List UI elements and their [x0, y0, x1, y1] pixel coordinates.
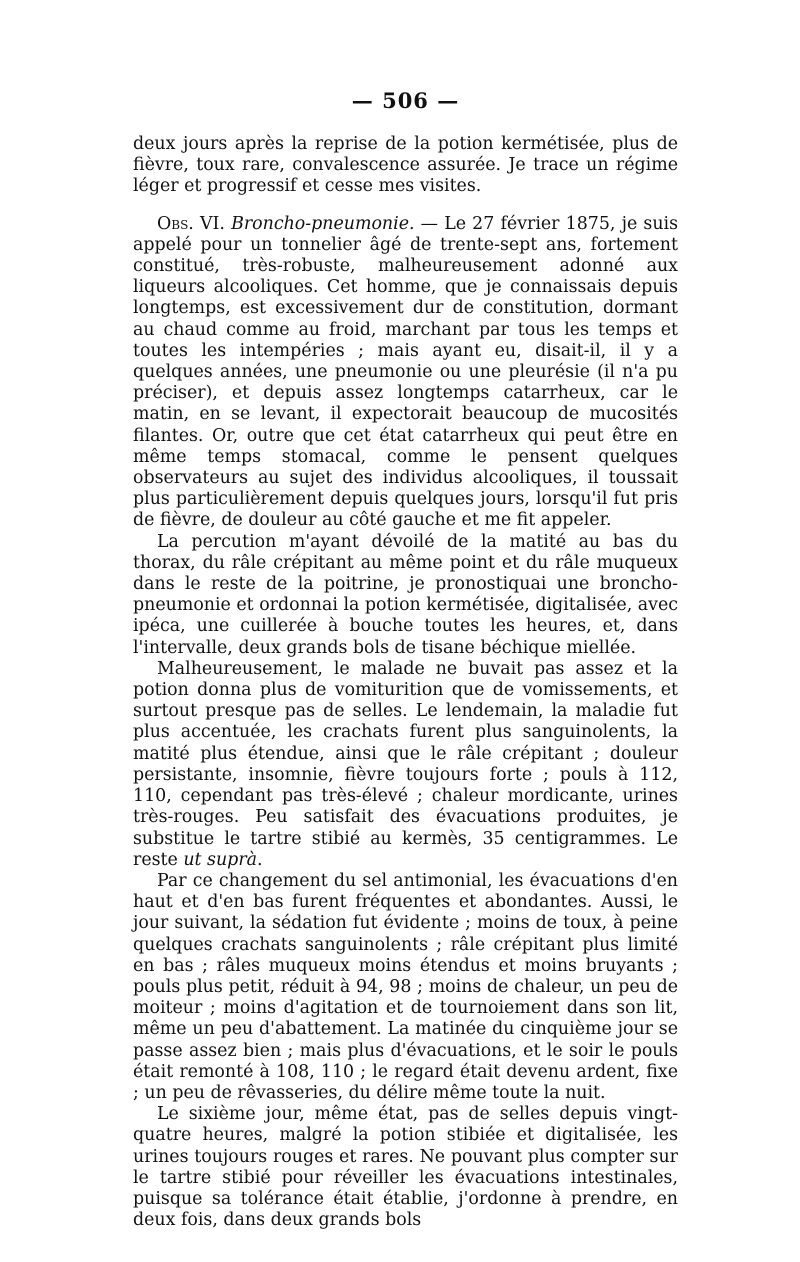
paragraph-continuation	[133, 134, 678, 198]
paragraph-observation-6	[133, 214, 678, 532]
paragraph-text: La percution m'ayant dévoilé de la matité au bas du thorax, du râle crépitant au même point et du râle muqueux dans le reste de la poitrine, je pronostiquai une broncho-pneumonie et ordonnai la potion kermétisée, digitalisée, avec ipéca, une cuillerée à bouche toutes les heures, et, dans l'intervalle, deux grands bols de tisane béchique miellée.	[133, 531, 678, 658]
latin-phrase: ut suprà	[183, 849, 257, 870]
observation-label: Obs. VI.	[157, 213, 225, 234]
page-number: — 506 —	[351, 88, 460, 113]
paragraph-malheureusement	[133, 659, 678, 871]
paragraph-text: Par ce changement du sel antimonial, les évacuations d'en haut et d'en bas furent fréquentes et abondantes. Aussi, le jour suivant, la sédation fut évidente ; moins de toux, à peine quelques crachats sanguinolents ; râle crépitant plus limité en bas ; râles muqueux moins étendus et moins bruyants ; pouls plus petit, réduit à 94, 98 ; moins de chaleur, un peu de moiteur ; moins d'agitation et de tournoiement dans son lit, même un peu d'abattement. La matinée du cinquième jour se passe assez bien ; mais plus d'évacuations, et le soir le pouls était remonté à 108, 110 ; le regard était devenu ardent, fixe ; un peu de rêvasseries, du délire même toute la nuit.	[133, 870, 678, 1103]
observation-title: Broncho-pneumonie.	[231, 213, 415, 234]
paragraph-text: deux jours après la reprise de la potion kermétisée, plus de fièvre, toux rare, convalescence assurée. Je trace un régime léger et progressif et cesse mes visites.	[133, 134, 678, 197]
paragraph-text: — Le 27 février 1875, je suis appelé pour un tonnelier âgé de trente-sept ans, fortement constitué, très-robuste, malheureusement adonné aux liqueurs alcooliques. Cet homme, que je connaissais depuis longtemps, est excessivement dur de constitution, dormant au chaud comme au froid, marchant par tous les temps et toutes les intempéries ; mais ayant eu, disait-il, il y a quelques années, une pneumonie ou une pleurésie (il n'a pu préciser), et depuis assez longtemps catarrheux, car le matin, en se levant, il expectorait beaucoup de mucosités filantes. Or, outre que cet état catarrheux qui peut être en même temps stomacal, comme le pensent quelques observateurs au sujet des individus alcooliques, il toussait plus particulièrement depuis quelques jours, lorsqu'il fut pris de fièvre, de douleur au côté gauche et me fit appeler.	[133, 213, 679, 531]
paragraph-end: .	[257, 849, 263, 870]
paragraph-sixieme-jour	[133, 1104, 678, 1231]
paragraph-text: Malheureusement, le malade ne buvait pas assez et la potion donna plus de vomiturition que de vomissements, et surtout presque pas de selles. Le lendemain, la maladie fut plus accentuée, les crachats furent plus sanguinolents, la matité plus étendue, ainsi que le râle crépitant ; douleur persistante, insomnie, fièvre toujours forte ; pouls à 112, 110, cependant pas très-élevé ; chaleur mordicante, urines très-rouges. Peu satisfait des évacuations produites, je substitue le tartre stibié au kermès, 35 centigrammes. Le reste	[133, 658, 678, 870]
paragraph-text: Le sixième jour, même état, pas de selles depuis vingt-quatre heures, malgré la potion stibiée et digitalisée, les urines toujours rouges et rares. Ne pouvant plus compter sur le tartre stibié pour réveiller les évacuations intestinales, puisque sa tolérance était établie, j'ordonne à prendre, en deux fois, dans deux grands bols	[133, 1104, 678, 1231]
paragraph-percussion	[133, 532, 678, 659]
paragraph-changement	[133, 871, 678, 1104]
